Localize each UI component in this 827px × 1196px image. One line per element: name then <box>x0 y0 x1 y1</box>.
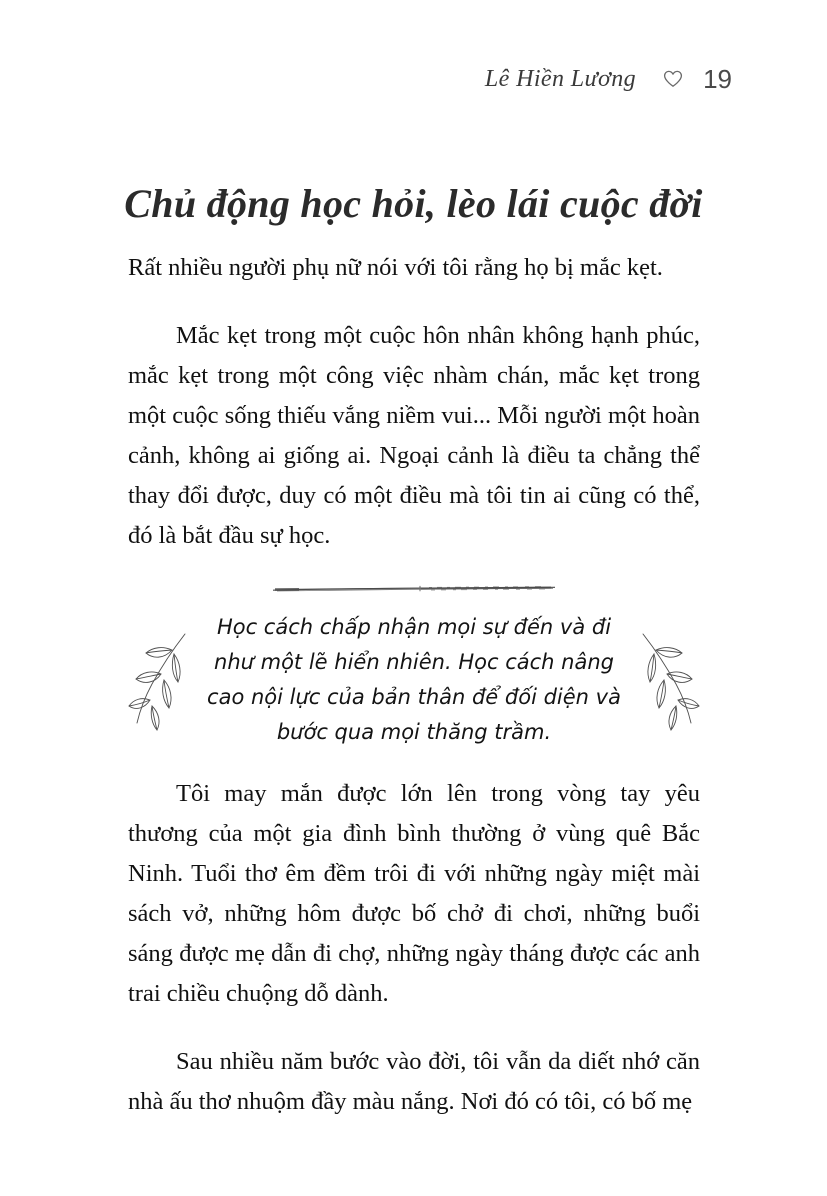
author-name: Lê Hiền Lương <box>484 66 636 92</box>
pull-quote-text: Học cách chấp nhận mọi sự đến và đi như một lẽ hiển nhiên. Học cách nâng cao nội lực của bản thân để đối diện và bước qua mọi thăng trầm. <box>207 615 621 744</box>
body-paragraph: Mắc kẹt trong một cuộc hôn nhân không hạnh phúc, mắc kẹt trong một công việc nhàm chán, mắc kẹt trong một cuộc sống thiếu vắng niềm vui... Mỗi người một hoàn cảnh, không ai giống ai. Ngoại cảnh là điều ta chẳng thể thay đổi được, duy có một điều mà tôi tin ai cũng có thể, đó là bắt đầu sự học. <box>128 322 700 549</box>
body-paragraph: Tôi may mắn được lớn lên trong vòng tay yêu thương của một gia đình bình thường ở vùng quê Bắc Ninh. Tuổi thơ êm đềm trôi đi với những ngày miệt mài sách vở, những hôm được bố chở đi chơi, những buổi sáng được mẹ dẫn đi chợ, những ngày tháng được các anh trai chiều chuộng dỗ dành. <box>128 780 700 1007</box>
paragraph-spacer <box>128 300 700 316</box>
body-paragraph: Rất nhiều người phụ nữ nói với tôi rằng họ bị mắc kẹt. <box>128 254 663 281</box>
brush-stroke-divider-icon <box>269 582 559 596</box>
page-number: 19 <box>703 64 732 94</box>
page-title: Chủ động học hỏi, lèo lái cuộc đời <box>124 180 703 226</box>
heart-icon <box>658 70 688 88</box>
paragraph-spacer <box>128 1026 700 1042</box>
pull-quote <box>128 606 700 756</box>
body-paragraph: Sau nhiều năm bước vào đời, tôi vẫn da diết nhớ căn nhà ấu thơ nhuộm đầy màu nắng. Nơi đó có tôi, có bố mẹ <box>128 1048 700 1115</box>
body-content <box>128 248 700 1122</box>
running-header <box>485 66 732 92</box>
leaf-branch-icon <box>128 628 190 732</box>
divider <box>128 582 700 596</box>
leaf-branch-icon <box>638 628 700 732</box>
